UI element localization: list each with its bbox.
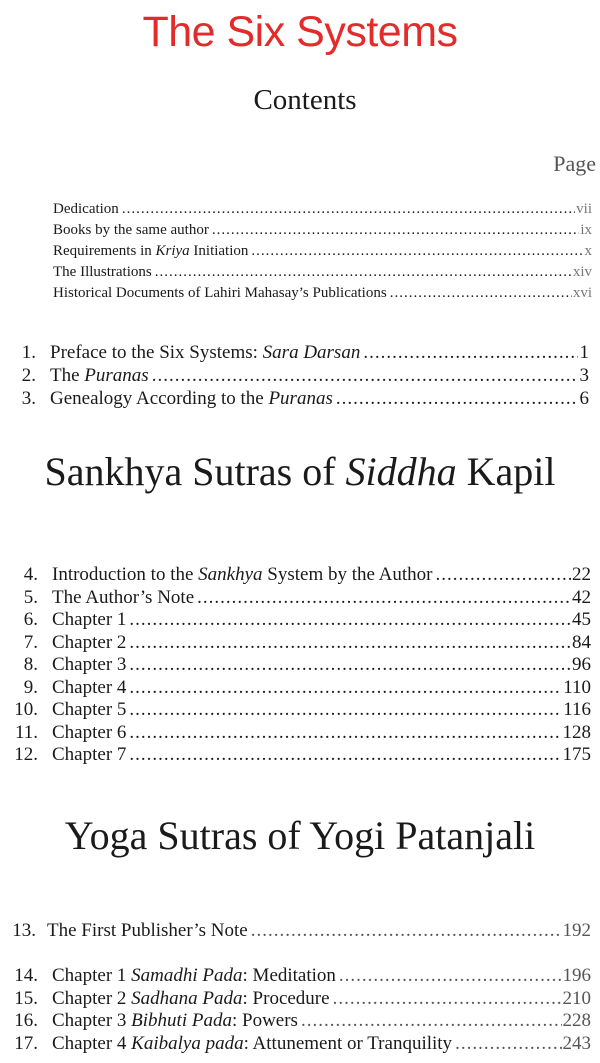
toc-entry-number: 10. [14,699,38,720]
toc-entry-title [53,243,248,260]
toc-entry[interactable] [6,744,591,766]
leader-dots [129,722,561,744]
toc-entry-page: 210 [562,988,591,1009]
toc-entry[interactable] [6,1033,591,1055]
toc-entry-page: 175 [562,744,591,765]
page-column-label: Page [553,151,596,176]
title-italic: Sadhana Pada [131,988,243,1009]
toc-entry-title: Chapter 4 [52,677,127,698]
toc-entry-number: 3. [21,388,36,409]
toc-entry-title: The Author’s Note [52,587,195,608]
toc-entry-title [52,988,330,1010]
toc-entry-number: 15. [14,988,38,1009]
toc-entry-number: 1. [21,342,36,363]
title-part: Initiation [189,243,249,259]
toc-entry-number: 14. [14,965,38,986]
toc-entry-number: 5. [23,587,38,608]
title-part: Preface to the Six Systems: [50,342,263,363]
toc-entry-page: 96 [572,654,591,675]
contents-heading: Contents [253,84,357,116]
toc-entry-page: xvi [572,285,592,301]
toc-entry-page: 45 [572,609,591,630]
toc-entry-page: 116 [563,699,591,720]
section-heading-yoga: Yoga Sutras of Yogi Patanjali [64,813,536,858]
toc-entry-page: 6 [579,388,589,409]
toc-entry-title [52,1010,298,1032]
leader-dots [390,285,572,302]
heading-italic: Siddha [345,449,457,494]
leader-dots [129,744,561,766]
leader-dots [197,587,571,609]
toc-entry-page: 128 [562,722,591,743]
toc-entry-title: Chapter 5 [52,699,127,720]
title-part: Chapter 4 [52,1033,132,1054]
toc-entry-page: 22 [572,564,591,585]
toc-entry-number: 11. [14,722,38,743]
toc-entry-number: 13. [12,920,36,941]
toc-entry[interactable] [6,965,591,987]
leader-dots [436,564,572,586]
leader-dots [251,920,562,942]
title-part: Requirements in [53,243,156,259]
leader-dots [122,201,575,218]
toc-entry-number: 12. [14,744,38,765]
leader-dots [129,699,562,721]
leader-dots [363,342,578,364]
leader-dots [333,988,562,1010]
title-italic: Puranas [268,388,333,409]
toc-entry-page: 196 [562,965,591,986]
toc-entry-title: Books by the same author [53,222,209,238]
title-part: Chapter 2 [52,988,132,1009]
title-part: System by the Author [262,564,433,585]
toc-entry[interactable] [4,388,589,410]
title-part: Chapter 3 [52,1010,132,1031]
title-italic: Samadhi Pada [131,965,243,986]
toc-entry-number: 7. [23,632,38,653]
leader-dots [212,222,580,239]
title-italic: Kriya [155,243,190,259]
heading-part: Kapil [456,449,556,494]
toc-entry[interactable] [4,342,589,364]
toc-entry-page: 228 [562,1010,591,1031]
toc-entry-page: 3 [579,365,589,386]
toc-entry-page: 243 [562,1033,591,1054]
title-part: : Meditation [242,965,336,986]
toc-entry-requirements[interactable] [53,243,592,263]
leader-dots [129,632,571,654]
leader-dots [301,1010,562,1032]
toc-entry[interactable] [6,632,591,654]
title-part: : Procedure [242,988,330,1009]
title-part: The [50,365,85,386]
toc-entry-historical-documents[interactable] [53,285,592,305]
title-italic: Bibhuti Pada [131,1010,232,1031]
toc-entry[interactable] [6,609,591,631]
toc-entry[interactable] [4,365,589,387]
toc-entry[interactable] [6,564,591,586]
title-part: : Attunement or Tranquility [243,1033,453,1054]
title-italic: Kaibalya pada [131,1033,244,1054]
toc-entry-number: 16. [14,1010,38,1031]
toc-entry-number: 9. [23,677,38,698]
toc-entry-books[interactable] [53,222,592,242]
toc-entry-title: Chapter 1 [52,609,127,630]
toc-entry-number: 17. [14,1033,38,1054]
toc-entry[interactable] [6,988,591,1010]
toc-entry[interactable] [6,722,591,744]
toc-entry-title: Historical Documents of Lahiri Mahasay’s Publications [53,285,387,301]
toc-entry[interactable] [6,677,591,699]
toc-entry-title [50,342,360,364]
title-part: : Powers [231,1010,298,1031]
leader-dots [339,965,562,987]
leader-dots [129,609,571,631]
toc-entry-dedication[interactable] [53,201,592,221]
toc-entry-title: Chapter 3 [52,654,127,675]
toc-entry-title [52,1033,452,1055]
toc-entry-number: 2. [21,365,36,386]
leader-dots [129,677,562,699]
toc-entry[interactable] [6,654,591,676]
toc-entry-title [52,965,336,987]
toc-entry[interactable] [6,920,591,942]
toc-entry-title: Dedication [53,201,119,217]
toc-entry-page: xiv [572,264,592,280]
toc-entry-number: 8. [23,654,38,675]
toc-entry[interactable] [6,699,591,721]
toc-entry-illustrations[interactable] [53,264,592,284]
toc-entry-title: The Illustrations [53,264,152,280]
title-part: Chapter 1 [52,965,132,986]
toc-entry[interactable] [6,587,591,609]
toc-entry-page: 1 [579,342,589,363]
toc-entry-page: 42 [572,587,591,608]
toc-entry-title [52,564,433,586]
section-heading-sankhya [0,448,600,495]
title-italic: Sankhya [198,564,263,585]
toc-entry-number: 4. [23,564,38,585]
title-italic: Sara Darsan [262,342,361,363]
title-part: Introduction to the [52,564,199,585]
leader-dots [129,654,571,676]
toc-entry[interactable] [6,1010,591,1032]
toc-entry-title [50,388,333,410]
toc-entry-page: 84 [572,632,591,653]
toc-entry-page: 110 [563,677,591,698]
toc-entry-title: Chapter 2 [52,632,127,653]
toc-entry-title: Chapter 7 [52,744,127,765]
leader-dots [152,365,578,387]
page-title: The Six Systems [142,8,458,56]
title-italic: Puranas [84,365,149,386]
heading-part: Sankhya Sutras of [44,449,346,494]
toc-entry-page: 192 [562,920,591,941]
toc-entry-number: 6. [23,609,38,630]
leader-dots [155,264,572,281]
toc-entry-title: The First Publisher’s Note [47,920,248,941]
toc-entry-title [50,365,149,387]
toc-entry-page: ix [580,222,592,238]
leader-dots [251,243,583,260]
toc-entry-page: vii [576,201,592,217]
toc-entry-title: Chapter 6 [52,722,127,743]
title-part: Genealogy According to the [50,388,269,409]
toc-entry-page: x [584,243,592,259]
leader-dots [336,388,578,410]
leader-dots [455,1033,561,1055]
